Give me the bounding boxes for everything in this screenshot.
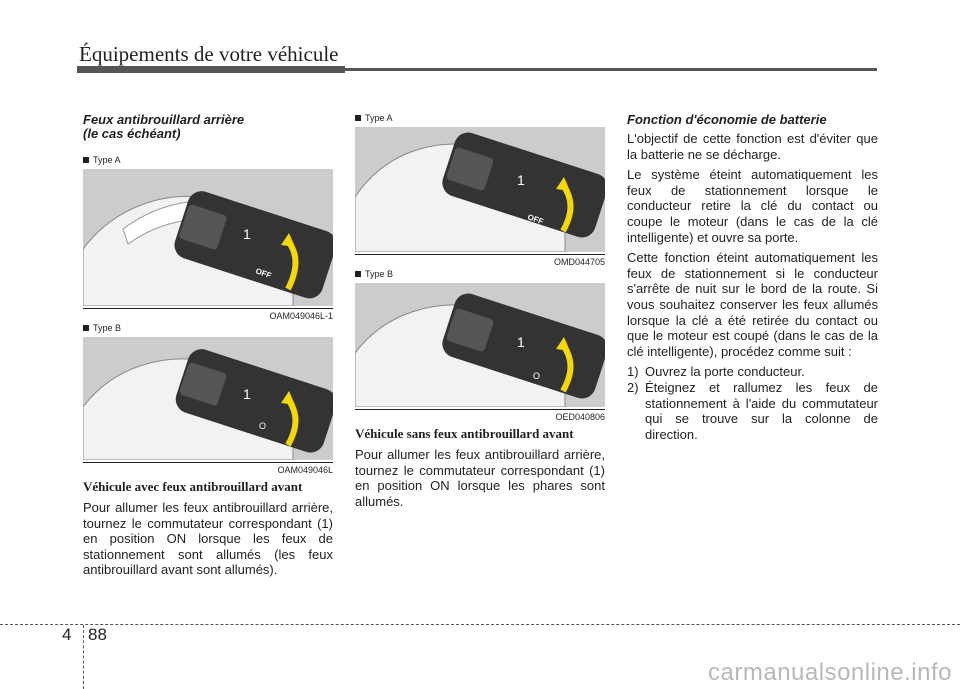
subtitle-with-front-fog: Véhicule avec feux antibrouillard avant xyxy=(83,479,303,494)
list-item: 1) Ouvrez la porte conducteur. xyxy=(627,364,805,380)
header-rule-accent xyxy=(77,66,345,73)
column-3 xyxy=(627,113,878,442)
column-2 xyxy=(355,113,605,514)
svg-text:OFF: OFF xyxy=(526,212,545,227)
steps-list xyxy=(627,364,878,442)
footer-divider xyxy=(83,625,84,689)
section-title-battery-saver: Fonction d'économie de batterie xyxy=(627,112,827,127)
switch-illustration xyxy=(83,337,333,460)
figure-type-a-label: Type A xyxy=(83,155,333,165)
svg-text:1: 1 xyxy=(517,334,525,350)
figure-switch-illustration xyxy=(355,127,605,252)
paragraph: Pour allumer les feux antibrouillard arrière, tournez le commutateur correspondant (1) en position ON lorsque les feux de stationnement sont allumés (les feux antibrouillard avant sont allumés). xyxy=(83,500,333,578)
figure-type-b-label: Type B xyxy=(83,323,333,333)
column-1 xyxy=(83,113,333,583)
svg-text:1: 1 xyxy=(517,172,525,188)
svg-text:1: 1 xyxy=(243,226,251,242)
switch-illustration xyxy=(83,169,333,306)
figure-code: OAM049046L xyxy=(83,462,333,475)
list-item: 2) Éteignez et rallumez les feux de stationnement à l'aide du commutateur qui se trouve sur la colonne de direction. xyxy=(627,379,878,442)
paragraph: Pour allumer les feux antibrouillard arrière, tournez le commutateur correspondant (1) en position ON lorsque les phares sont allumés. xyxy=(355,447,605,509)
paragraph: Le système éteint automatiquement les feux de stationnement lorsque le conducteur retire la clé du contact ou coupe le moteur (dans le cas de la clé intelligente) et ouvre sa porte. xyxy=(627,167,878,245)
figure-switch-illustration xyxy=(83,169,333,306)
svg-text:1: 1 xyxy=(243,386,251,402)
switch-illustration xyxy=(355,127,605,252)
page-number: 88 xyxy=(88,625,107,644)
paragraph: L'objectif de cette fonction est d'éviter que la batterie ne se décharge. xyxy=(627,131,878,162)
figure-code: OED040806 xyxy=(355,409,605,422)
watermark: carmanualsonline.info xyxy=(708,659,952,686)
figure-type-a-label: Type A xyxy=(355,113,605,123)
figure-code: OAM049046L-1 xyxy=(83,308,333,321)
subtitle-without-front-fog: Véhicule sans feux antibrouillard avant xyxy=(355,426,574,441)
chapter-number: 4 xyxy=(62,625,72,644)
svg-text:O: O xyxy=(533,371,541,381)
section-title-rear-fog: Feux antibrouillard arrière (le cas échéant) xyxy=(83,112,245,141)
svg-text:O: O xyxy=(259,421,267,431)
switch-illustration xyxy=(355,283,605,407)
figure-code: OMD044705 xyxy=(355,254,605,267)
footer-rule xyxy=(0,624,960,625)
paragraph: Cette fonction éteint automatiquement les feux de stationnement si le conducteur s'arrête de nuit sur le bord de la route. Si vous souhaitez conserver les feux allumés lorsque la clé a été retirée du contact ou que le moteur est coupé (dans le cas de la clé intelligente), procédez comme suit : xyxy=(627,250,878,359)
figure-type-b-label: Type B xyxy=(355,269,605,279)
figure-switch-illustration xyxy=(355,283,605,407)
page-header-title: Équipements de votre véhicule xyxy=(79,42,339,66)
svg-text:OFF: OFF xyxy=(254,266,273,281)
figure-switch-illustration xyxy=(83,337,333,460)
